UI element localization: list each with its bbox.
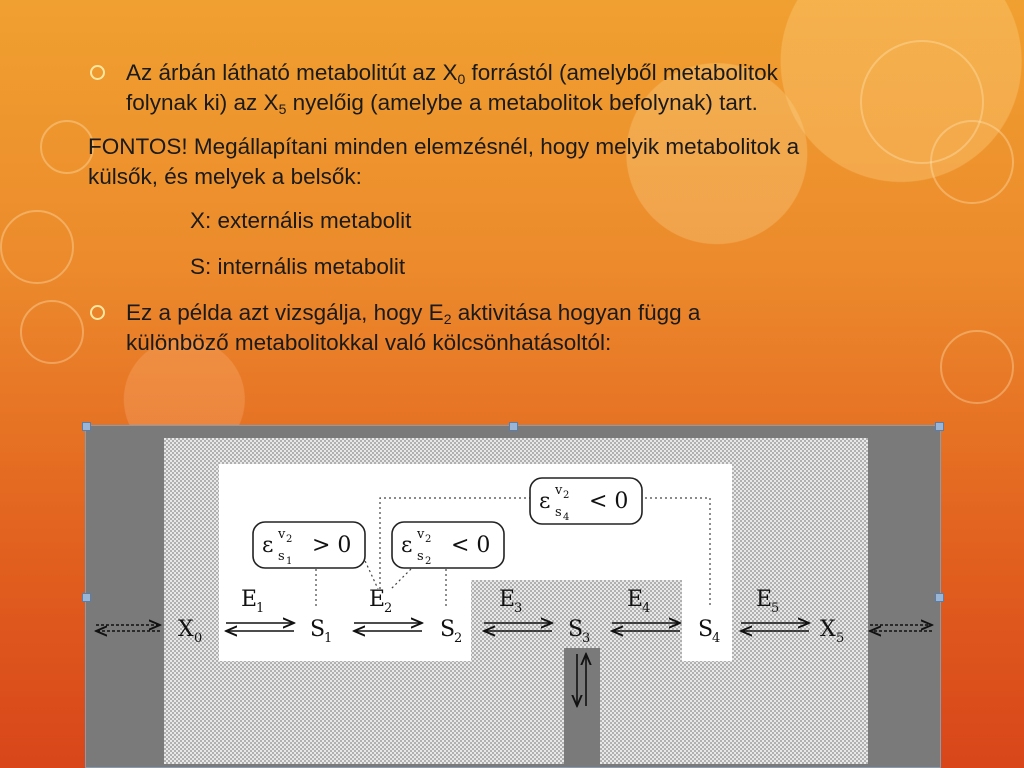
elasticity-s1-box	[253, 522, 365, 568]
epsilon-symbol: ε	[262, 533, 274, 558]
svg-text:E: E	[369, 587, 386, 612]
pathway-diagram[interactable]	[85, 425, 941, 768]
elasticity-s2-box	[392, 522, 504, 568]
resize-handle-middle-right[interactable]	[935, 593, 944, 602]
svg-text:S: S	[310, 617, 326, 642]
decorative-circle	[40, 120, 94, 174]
epsilon-subscript-index: 1	[286, 556, 293, 567]
svg-text:0: 0	[194, 631, 203, 646]
svg-text:E: E	[627, 587, 644, 612]
epsilon-symbol: ε	[401, 533, 413, 558]
bullet-1-text: forrástól (amelyből metabolitok folynak ki) az X	[126, 60, 778, 115]
decorative-circle	[930, 120, 1014, 204]
svg-text:3: 3	[514, 601, 523, 616]
decorative-circle	[0, 210, 74, 284]
epsilon-subscript-index: 4	[563, 512, 570, 523]
resize-handle-top-left[interactable]	[82, 422, 91, 431]
epsilon-superscript: v	[278, 527, 286, 542]
svg-text:5: 5	[836, 631, 845, 646]
bullet-2-text: aktivitása hogyan függ a különböző metabolitokkal való kölcsönhatásoltól:	[126, 300, 701, 355]
pathway-diagram-svg	[86, 426, 940, 767]
bullet-example	[88, 298, 808, 358]
epsilon-superscript: v	[417, 527, 425, 542]
bullet-circle-icon	[90, 305, 105, 320]
bullet-2-text: Ez a példa azt vizsgálja, hogy E	[126, 300, 444, 325]
epsilon-superscript-index: 2	[286, 534, 293, 545]
svg-text:5: 5	[771, 601, 780, 616]
epsilon-superscript-index: 2	[425, 534, 432, 545]
subscript: 0	[457, 71, 466, 87]
epsilon-superscript: v	[555, 483, 563, 498]
resize-handle-top-right[interactable]	[935, 422, 944, 431]
svg-text:X: X	[178, 617, 194, 642]
svg-text:S: S	[440, 617, 456, 642]
bullet-pathway	[88, 58, 808, 118]
decorative-circle	[20, 300, 84, 364]
epsilon-subscript: s	[417, 549, 424, 564]
svg-text:2: 2	[454, 631, 463, 646]
subscript: 2	[443, 311, 452, 327]
elasticity-s4-relation: < 0	[589, 489, 629, 514]
elasticity-s2-relation: < 0	[451, 533, 491, 558]
bullet-1-text: Az árbán látható metabolitút az X	[126, 60, 458, 85]
svg-text:2: 2	[384, 601, 393, 616]
svg-text:1: 1	[324, 631, 333, 646]
resize-handle-middle-left[interactable]	[82, 593, 91, 602]
decorative-circle	[940, 330, 1014, 404]
svg-text:1: 1	[256, 601, 265, 616]
svg-text:S: S	[698, 617, 714, 642]
svg-text:4: 4	[712, 631, 721, 646]
bullet-circle-icon	[90, 65, 105, 80]
internal-definition: S: internális metabolit	[190, 254, 406, 279]
bullet-1-text: nyelőig (amelybe a metabolitok befolynak) tart.	[286, 90, 758, 115]
epsilon-superscript-index: 2	[563, 490, 570, 501]
fontos-paragraph: FONTOS! Megállapítani minden elemzésnél, hogy melyik metabolitok a külsők, és melyek a belsők:	[88, 134, 800, 189]
svg-text:E: E	[241, 587, 258, 612]
external-definition: X: externális metabolit	[190, 208, 412, 233]
svg-text:4: 4	[642, 601, 651, 616]
epsilon-subscript-index: 2	[425, 556, 432, 567]
resize-handle-top-middle[interactable]	[509, 422, 518, 431]
svg-text:E: E	[499, 587, 516, 612]
epsilon-subscript: s	[278, 549, 285, 564]
decorative-circle	[860, 40, 984, 164]
svg-text:3: 3	[582, 631, 591, 646]
elasticity-s4-box	[530, 478, 642, 524]
membrane-channel	[564, 648, 600, 764]
epsilon-subscript: s	[555, 505, 562, 520]
elasticity-s1-relation: > 0	[312, 533, 352, 558]
epsilon-symbol: ε	[539, 489, 551, 514]
svg-text:X: X	[820, 617, 836, 642]
subscript: 5	[278, 101, 287, 117]
slide-text	[88, 58, 808, 372]
svg-text:S: S	[568, 617, 584, 642]
svg-text:E: E	[756, 587, 773, 612]
